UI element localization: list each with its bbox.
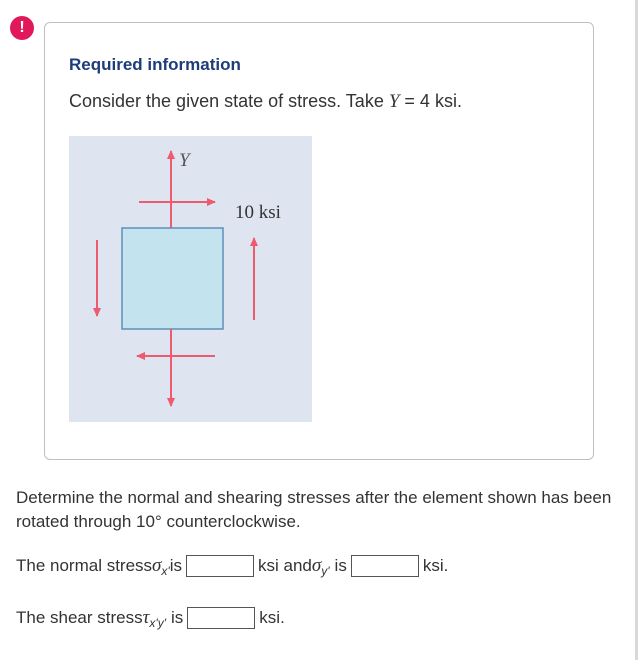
- stress-element-figure: [69, 136, 312, 422]
- normal-stress-lead: The normal stress: [16, 556, 153, 575]
- stress-element-block: [122, 228, 223, 329]
- description-after: = 4 ksi.: [399, 91, 462, 111]
- y-label: Y: [179, 150, 190, 171]
- sigma-y-symbol: σ: [311, 555, 322, 576]
- stress-diagram: [69, 136, 312, 422]
- required-information-card: [44, 22, 594, 460]
- sigma-y-unit: ksi.: [422, 556, 449, 575]
- sigma-y-is: is: [334, 556, 347, 575]
- description-before: Consider the given state of stress. Take: [69, 91, 389, 111]
- shear-stress-is: is: [171, 608, 184, 627]
- ksi-and-label: ksi and: [258, 556, 312, 575]
- card-description: [69, 91, 462, 113]
- sigma-x-subscript: x': [161, 564, 170, 578]
- normal-stress-row: [16, 555, 448, 577]
- question-text: Determine the normal and shearing stresses after the element shown has been rotated through 10° counterclockwise.: [16, 488, 612, 531]
- tau-subscript: x'y': [149, 616, 167, 630]
- shear-stress-lead: The shear stress: [16, 608, 143, 627]
- tau-symbol: τ: [142, 607, 150, 628]
- description-variable: Y: [388, 91, 400, 112]
- tau-unit: ksi.: [259, 608, 285, 627]
- normal-stress-is: is: [169, 556, 182, 575]
- card-title: Required information: [69, 55, 241, 74]
- tau-input[interactable]: [187, 607, 255, 629]
- sigma-x-symbol: σ: [152, 555, 162, 576]
- sigma-y-subscript: y': [321, 564, 330, 578]
- sigma-x-input[interactable]: [186, 555, 254, 577]
- sigma-y-input[interactable]: [351, 555, 419, 577]
- stress-value-label: 10 ksi: [235, 202, 281, 223]
- exclamation-icon: !: [10, 16, 34, 40]
- shear-stress-row: [16, 607, 285, 629]
